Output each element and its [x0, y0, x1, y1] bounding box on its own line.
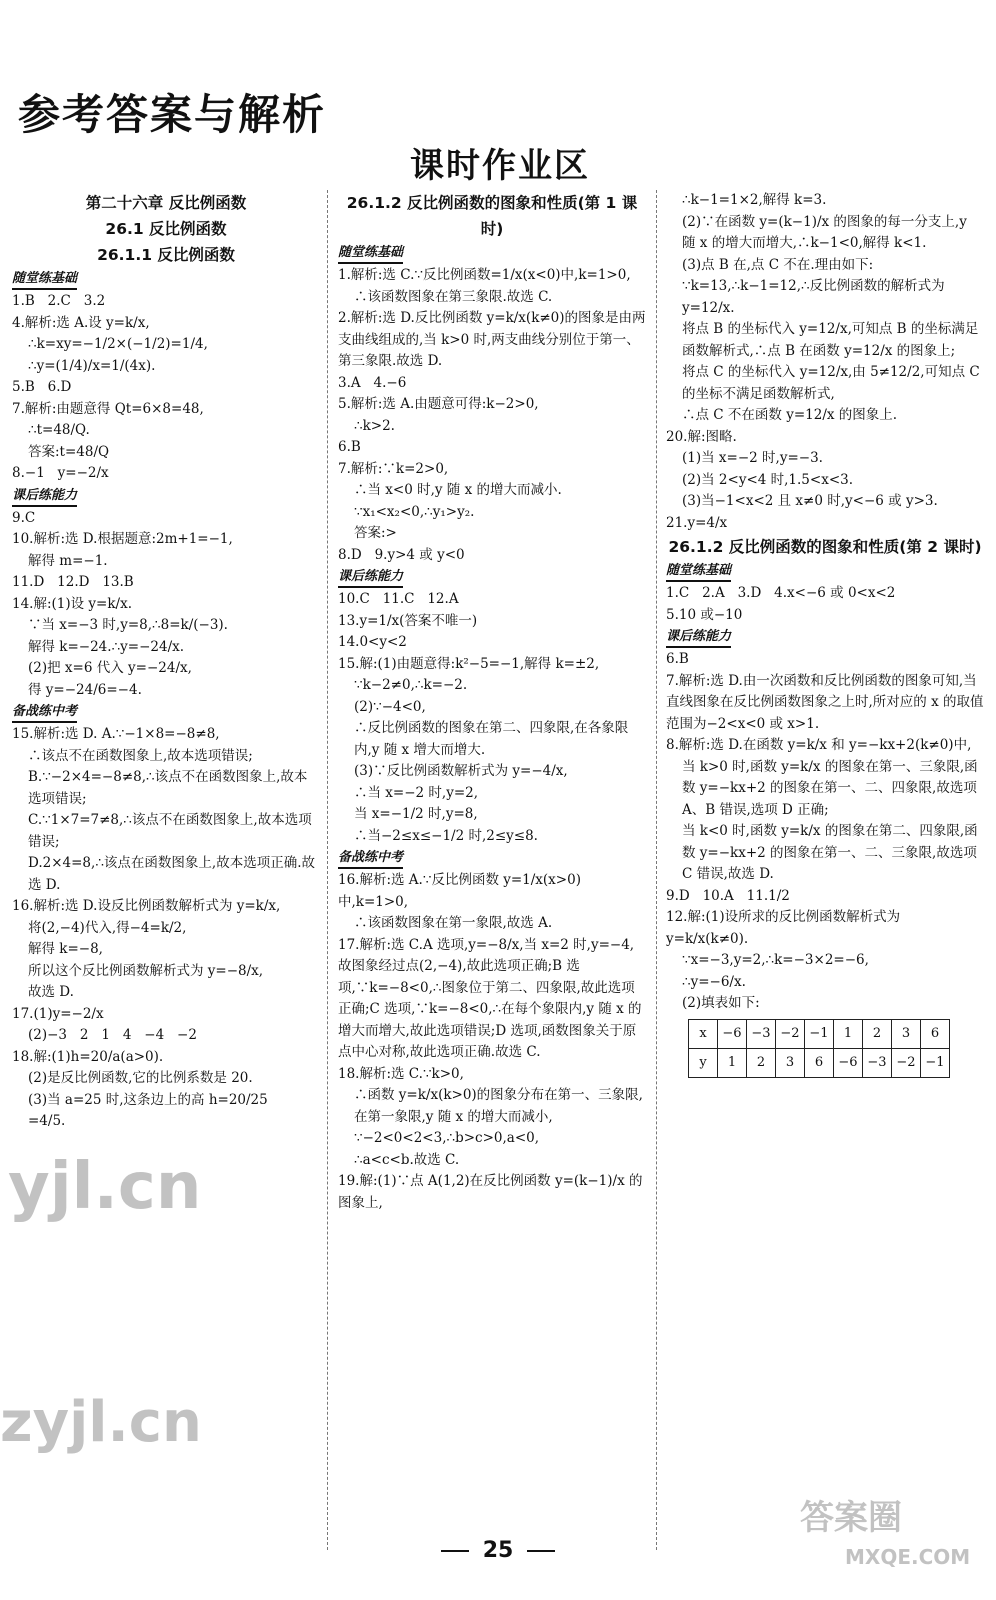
column-divider [656, 190, 657, 1550]
answer-column-1 [12, 190, 320, 1133]
answer-item: 8.D 9.y>4 或 y<0 [338, 546, 465, 563]
answer-line: ∴当 x=−2 时,y=2, [354, 784, 479, 801]
section-heading: 第二十六章 反比例函数 [85, 194, 247, 212]
table-cell: −3 [747, 1019, 776, 1048]
answer-line: ∴该函数图象在第三象限.故选 C. [354, 288, 553, 305]
answer-line: (2)填表如下: [682, 995, 760, 1011]
answer-line: (3)点 B 在,点 C 不在.理由如下: [682, 256, 874, 273]
column-divider [327, 190, 328, 1550]
answer-line: (3)当−1<x<2 且 x≠0 时,y<−6 或 y>3. [682, 493, 938, 509]
answer-line: ∵−2<0<2<3,∴b>c>0,a<0, [354, 1130, 540, 1146]
answer-line: (2)∵在函数 y=(k−1)/x 的图象的每一分支上,y 随 x 的增大而增大,∴k−1<0,解得 k<1. [682, 213, 972, 251]
table-cell: −2 [892, 1048, 921, 1077]
answer-line: 解得 k=−8, [28, 941, 103, 957]
answer-item: 9.C [12, 509, 36, 526]
exercise-tag-row [12, 485, 320, 508]
answer-item: 18.解析:选 C.∵k>0, [338, 1065, 464, 1082]
section-heading: 26.1.2 反比例函数的图象和性质(第 2 课时) [668, 538, 982, 556]
exercise-tag: 课后练能力 [338, 568, 403, 588]
answer-item: 20.解:图略. [666, 428, 737, 445]
answer-item: 7.解析:选 D.由一次函数和反比例函数的图象可知,当直线图象在反比例函数图象之上时,所对应的 x 的取值范围为−2<x<0 或 x>1. [666, 672, 984, 732]
answer-line: B.∵−2×4=−8≠8,∴该点不在函数图象上,故本选项错误; [28, 769, 308, 807]
answer-item: 5.10 或−10 [666, 606, 743, 623]
answer-line: 当 x=−1/2 时,y=8, [354, 806, 478, 822]
answer-item: 18.解:(1)h=20/a(a>0). [12, 1048, 164, 1065]
answer-line: ∴该函数图象在第一象限,故选 A. [354, 915, 553, 931]
answer-item: 13.y=1/x(答案不唯一) [338, 612, 478, 629]
answer-item: 1.解析:选 C.∵反比例函数=1/x(x<0)中,k=1>0, [338, 267, 631, 283]
answer-line: ∴y=−6/x. [682, 973, 746, 990]
answer-column-3 [666, 190, 984, 1078]
answer-line: ∴a<c<b.故选 C. [354, 1151, 460, 1168]
answer-line: ∴当−2≤x≤−1/2 时,2≤y≤8. [354, 827, 538, 844]
answer-line: ∴点 C 不在函数 y=12/x 的图象上. [682, 407, 898, 423]
answer-line: (3)当 a=25 时,这条边上的高 h=20/25 [28, 1091, 268, 1108]
answer-item: 16.解析:选 A.∵反比例函数 y=1/x(x>0)中,k=1>0, [338, 872, 581, 910]
section-heading: 26.1 反比例函数 [105, 220, 227, 238]
exercise-tag: 随堂练基础 [12, 270, 77, 290]
answer-item: 2.解析:选 D.反比例函数 y=k/x(k≠0)的图象是由两支曲线组成的,当 k>0 时,两支曲线分别位于第一、第三象限.故选 D. [338, 310, 646, 369]
answer-item: 17.(1)y=−2/x [12, 1005, 104, 1022]
answer-line: ∴k=xy=−1/2×(−1/2)=1/4, [28, 336, 208, 352]
answer-item: 7.解析:由题意得 Qt=6×8=48, [12, 400, 204, 417]
answer-item: 14.解:(1)设 y=k/x. [12, 595, 133, 612]
table-cell: 2 [747, 1048, 776, 1077]
answer-item: 19.解:(1)∵点 A(1,2)在反比例函数 y=(k−1)/x 的图象上, [338, 1173, 643, 1211]
answer-line: =4/5. [28, 1113, 66, 1129]
answer-item: 1.B 2.C 3.2 [12, 293, 106, 309]
table-cell: 3 [892, 1019, 921, 1048]
table-cell: 6 [805, 1048, 834, 1077]
exercise-tag: 备战练中考 [338, 849, 403, 869]
answer-line: ∴反比例函数的图象在第二、四象限,在各象限内,y 随 x 增大而增大. [354, 720, 629, 758]
watermark: yjl.cn [8, 1150, 202, 1224]
answer-line: ∵x=−3,y=2,∴k=−3×2=−6, [682, 952, 869, 968]
table-cell: −6 [834, 1048, 863, 1077]
table-cell: x [689, 1019, 718, 1048]
answer-line: ∴该点不在函数图象上,故本选项错误; [28, 747, 253, 764]
answer-item: 3.A 4.−6 [338, 374, 407, 391]
answer-line: 得 y=−24/6=−4. [28, 681, 142, 698]
answer-line: 当 k>0 时,函数 y=k/x 的图象在第一、三象限,函数 y=−kx+2 的图象在第一、二、四象限,故选项 A、B 错误,选项 D 正确; [682, 758, 982, 818]
table-cell: 6 [921, 1019, 950, 1048]
answer-line: 将点 B 的坐标代入 y=12/x,可知点 B 的坐标满足函数解析式,∴点 B 在函数 y=12/x 的图象上; [682, 321, 979, 359]
table-cell: −1 [921, 1048, 950, 1077]
answer-line: ∵k−2≠0,∴k=−2. [354, 677, 468, 693]
answer-item: 9.D 10.A 11.1/2 [666, 887, 790, 904]
answer-line: 解得 k=−24.∴y=−24/x. [28, 638, 185, 655]
answer-item: 1.C 2.A 3.D 4.x<−6 或 0<x<2 [666, 585, 896, 601]
watermark: zyjl.cn [0, 1390, 202, 1455]
exercise-tag-row [666, 626, 984, 649]
answer-line: D.2×4=8,∴该点在函数图象上,故本选项正确.故选 D. [28, 855, 315, 893]
answer-line: (1)当 x=−2 时,y=−3. [682, 450, 823, 466]
answer-item: 10.C 11.C 12.A [338, 591, 459, 607]
answer-line: ∵当 x=−3 时,y=8,∴8=k/(−3). [28, 617, 228, 633]
answer-item: 5.解析:选 A.由题意可得:k−2>0, [338, 396, 539, 412]
answer-line: C.∵1×7=7≠8,∴该点不在函数图象上,故本选项错误; [28, 812, 312, 850]
answer-line: 所以这个反比例函数解析式为 y=−8/x, [28, 962, 264, 979]
answer-line: ∴y=(1/4)/x=1/(4x). [28, 357, 156, 374]
table-cell: y [689, 1048, 718, 1077]
answer-item: 4.解析:选 A.设 y=k/x, [12, 314, 150, 331]
answer-item: 7.解析:∵k=2>0, [338, 460, 449, 477]
answer-line: ∵x₁<x₂<0,∴y₁>y₂. [354, 503, 475, 520]
answer-line: ∴函数 y=k/x(k>0)的图象分布在第一、三象限,在第一象限,y 随 x 的增大而减小, [354, 1087, 643, 1125]
answer-line: ∵k=13,∴k−1=12,∴反比例函数的解析式为 y=12/x. [682, 278, 949, 316]
answer-line: 故选 D. [28, 984, 74, 1000]
answer-item: 10.解析:选 D.根据题意:2m+1=−1, [12, 531, 233, 547]
exercise-tag-row [338, 566, 646, 589]
table-cell: 3 [776, 1048, 805, 1077]
exercise-tag-row [338, 242, 646, 265]
table-cell: −6 [718, 1019, 747, 1048]
answer-item: 8.−1 y=−2/x [12, 465, 109, 481]
footer-dash [527, 1550, 555, 1552]
exercise-tag-row [12, 701, 320, 724]
answer-line: 将点 C 的坐标代入 y=12/x,由 5≠12/2,可知点 C 的坐标不满足函数解析式, [682, 364, 984, 402]
exercise-tag: 随堂练基础 [338, 244, 403, 264]
table-cell: 1 [834, 1019, 863, 1048]
answer-column-2 [338, 190, 646, 1214]
section-heading: 26.1.2 反比例函数的图象和性质(第 1 课时) [346, 194, 638, 238]
exercise-tag: 随堂练基础 [666, 562, 731, 582]
answer-item: 15.解:(1)由题意得:k²−5=−1,解得 k=±2, [338, 655, 600, 672]
section-heading: 26.1.1 反比例函数 [97, 246, 235, 264]
page-title: 参考答案与解析 [18, 90, 327, 139]
table-cell: 2 [863, 1019, 892, 1048]
table-cell: −1 [805, 1019, 834, 1048]
exercise-tag-row [338, 847, 646, 870]
answer-line: 解得 m=−1. [28, 552, 108, 569]
watermark: 答案圈 [800, 1498, 902, 1538]
exercise-tag-row [12, 268, 320, 291]
answer-item: 16.解析:选 D.设反比例函数解析式为 y=k/x, [12, 898, 281, 914]
answer-line: (2)把 x=6 代入 y=−24/x, [28, 660, 192, 676]
exercise-tag: 课后练能力 [12, 487, 77, 507]
answer-line: 答案:> [354, 525, 397, 541]
table-row [689, 1019, 950, 1048]
answer-line: ∴k−1=1×2,解得 k=3. [682, 192, 827, 208]
value-table [688, 1019, 950, 1078]
answer-line: ∴t=48/Q. [28, 422, 90, 438]
answer-item: 21.y=4/x [666, 514, 728, 531]
table-cell: −3 [863, 1048, 892, 1077]
section-title: 课时作业区 [410, 146, 590, 186]
footer-dash [441, 1550, 469, 1552]
exercise-tag: 备战练中考 [12, 703, 77, 723]
exercise-tag-row [666, 560, 984, 583]
answer-line: 答案:t=48/Q [28, 443, 110, 460]
answer-line: ∴当 x<0 时,y 随 x 的增大而减小. [354, 482, 562, 498]
watermark: MXQE.COM [845, 1545, 971, 1569]
answer-item: 11.D 12.D 13.B [12, 574, 134, 590]
table-cell: 1 [718, 1048, 747, 1077]
table-row [689, 1048, 950, 1077]
answer-line: (2)当 2<y<4 时,1.5<x<3. [682, 471, 854, 488]
answer-item: 12.解:(1)设所求的反比例函数解析式为 y=k/x(k≠0). [666, 909, 905, 947]
page-number: 25 [482, 1538, 514, 1563]
answer-line: ∴k>2. [354, 417, 395, 434]
answer-item: 17.解析:选 C.A 选项,y=−8/x,当 x=2 时,y=−4,故图象经过点(2,−4),故此选项正确;B 选项,∵k=−8<0,∴图象位于第二、四象限,故此选项正确;C 选项,∵k=−8<0,∴在每个象限内,y 随 x 的增大而增大,故此选项错误;D 选项,函数图象关于原点中心对称,故此选项正确.故选 C. [338, 936, 642, 1060]
answer-line: (2)∵−4<0, [354, 698, 426, 715]
answer-item: 14.0<y<2 [338, 634, 407, 650]
answer-item: 5.B 6.D [12, 379, 72, 395]
answer-line: (2)−3 2 1 4 −4 −2 [28, 1027, 197, 1043]
answer-item: 6.B [666, 651, 689, 667]
table-cell: −2 [776, 1019, 805, 1048]
answer-item: 6.B [338, 439, 361, 455]
exercise-tag: 课后练能力 [666, 628, 731, 648]
answer-line: (2)是反比例函数,它的比例系数是 20. [28, 1070, 253, 1086]
answer-item: 15.解析:选 D. A.∵−1×8=−8≠8, [12, 726, 220, 742]
answer-item: 8.解析:选 D.在函数 y=k/x 和 y=−kx+2(k≠0)中, [666, 737, 972, 753]
answer-line: 当 k<0 时,函数 y=k/x 的图象在第二、四象限,函数 y=−kx+2 的图象在第一、二、三象限,故选项 C 错误,故选 D. [682, 823, 982, 882]
answer-line: (3)∵反比例函数解析式为 y=−4/x, [354, 763, 568, 779]
answer-line: 将(2,−4)代入,得−4=k/2, [28, 919, 187, 936]
